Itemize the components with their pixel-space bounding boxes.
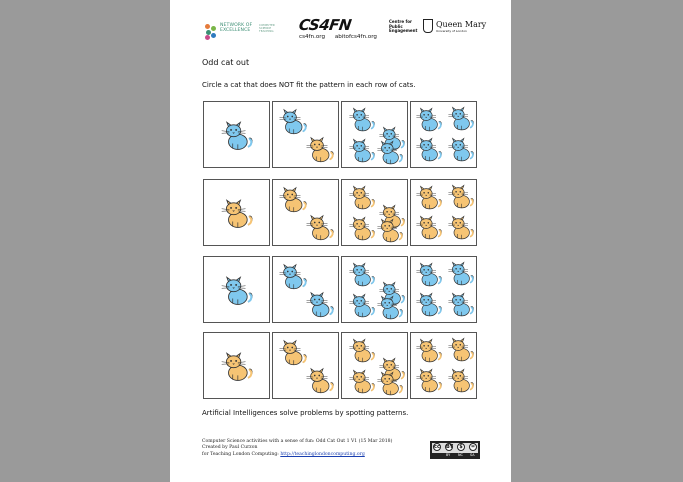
orange-cat-icon[interactable]: [278, 337, 308, 367]
cat-cell: [203, 332, 270, 399]
blue-cat-icon[interactable]: [220, 118, 254, 152]
cc-label-sa: SA: [470, 453, 475, 457]
cat-cell: [410, 256, 477, 323]
cat-cell: [272, 332, 339, 399]
cc-icon: cc: [434, 444, 440, 450]
blue-cat-icon[interactable]: [415, 105, 443, 133]
footnote: Artificial Intelligences solve problems by spotting patterns.: [202, 409, 409, 417]
cat-cell: [341, 101, 408, 168]
orange-cat-icon[interactable]: [376, 369, 404, 397]
qm-crest-icon: [423, 19, 433, 33]
cc-license-badge[interactable]: [430, 441, 480, 459]
credits-prefix: for Teaching London Computing:: [202, 451, 281, 457]
blue-cat-icon[interactable]: [348, 291, 376, 319]
blue-cat-icon[interactable]: [415, 290, 443, 318]
noncommercial-icon: $: [457, 443, 465, 451]
credits-line-1: Computer Science activities with a sense of fun: Odd Cat Out 1 V1 (15 Mar 2018): [202, 439, 393, 444]
sharealike-icon: =: [470, 444, 476, 450]
blue-cat-icon[interactable]: [348, 136, 376, 164]
cat-cell: [272, 101, 339, 168]
website-links: [299, 34, 377, 40]
page-header: [170, 16, 511, 46]
credits-line-3: [202, 452, 392, 458]
cat-cell: [203, 256, 270, 323]
blue-cat-icon[interactable]: [348, 105, 376, 133]
orange-cat-icon[interactable]: [278, 184, 308, 214]
cat-cell: [203, 179, 270, 246]
cat-cell: [410, 179, 477, 246]
instruction-text: Circle a cat that does NOT fit the pattern in each row of cats.: [202, 81, 416, 89]
cs4fn-logo: CS4FN: [297, 16, 353, 34]
orange-cat-icon[interactable]: [447, 182, 475, 210]
cat-cell: [410, 101, 477, 168]
qm-subtitle: University of London: [436, 29, 467, 33]
blue-cat-icon[interactable]: [415, 260, 443, 288]
cat-cell: [272, 256, 339, 323]
network-mark-icon: [205, 24, 217, 40]
blue-cat-icon[interactable]: [278, 106, 308, 136]
orange-cat-icon[interactable]: [305, 365, 335, 395]
orange-cat-icon[interactable]: [376, 216, 404, 244]
orange-cat-icon[interactable]: [447, 213, 475, 241]
orange-cat-icon[interactable]: [447, 366, 475, 394]
orange-cat-icon[interactable]: [447, 335, 475, 363]
qm-name: Queen Mary: [436, 20, 487, 29]
blue-cat-icon[interactable]: [415, 135, 443, 163]
blue-cat-icon[interactable]: [376, 293, 404, 321]
blue-cat-icon[interactable]: [447, 135, 475, 163]
public-engagement-label: Centre for Public Engagement: [389, 19, 418, 34]
orange-cat-icon[interactable]: [348, 214, 376, 242]
orange-cat-icon[interactable]: [415, 366, 443, 394]
credits-line-2: Created by Paul Curzon: [202, 445, 258, 451]
blue-cat-icon[interactable]: [447, 104, 475, 132]
attribution-icon: BY: [446, 444, 454, 450]
network-subtitle: COMPUTER SCIENCE TEACHING: [259, 23, 275, 34]
blue-cat-icon[interactable]: [348, 260, 376, 288]
cat-cell: [341, 179, 408, 246]
link-abitofcs4fn[interactable]: abitofcs4fn.org: [334, 34, 377, 40]
cat-cell: [341, 256, 408, 323]
orange-cat-icon[interactable]: [415, 183, 443, 211]
cc-label-by: BY: [446, 453, 451, 457]
cat-cell: [341, 332, 408, 399]
orange-cat-icon[interactable]: [348, 183, 376, 211]
cc-label-nc: NC: [458, 453, 463, 457]
blue-cat-icon[interactable]: [278, 261, 308, 291]
network-name: NETWORK OF EXCELLENCE: [220, 23, 253, 34]
orange-cat-icon[interactable]: [415, 336, 443, 364]
orange-cat-icon[interactable]: [415, 213, 443, 241]
cat-cell: [272, 179, 339, 246]
credits: [202, 439, 392, 458]
document-page: [170, 0, 511, 482]
orange-cat-icon[interactable]: [348, 367, 376, 395]
blue-cat-icon[interactable]: [447, 259, 475, 287]
orange-cat-icon[interactable]: [348, 336, 376, 364]
network-of-excellence-logo: [205, 22, 275, 44]
blue-cat-icon[interactable]: [305, 289, 335, 319]
orange-cat-icon[interactable]: [220, 196, 254, 230]
blue-cat-icon[interactable]: [376, 138, 404, 166]
blue-cat-icon[interactable]: [220, 273, 254, 307]
orange-cat-icon[interactable]: [305, 212, 335, 242]
cat-cell: [410, 332, 477, 399]
page-title: Odd cat out: [202, 58, 250, 67]
cat-cell: [203, 101, 270, 168]
teaching-london-link[interactable]: http://teachinglondoncomputing.org: [280, 451, 365, 457]
link-cs4fn[interactable]: cs4fn.org: [299, 34, 326, 40]
orange-cat-icon[interactable]: [305, 134, 335, 164]
orange-cat-icon[interactable]: [220, 349, 254, 383]
blue-cat-icon[interactable]: [447, 290, 475, 318]
